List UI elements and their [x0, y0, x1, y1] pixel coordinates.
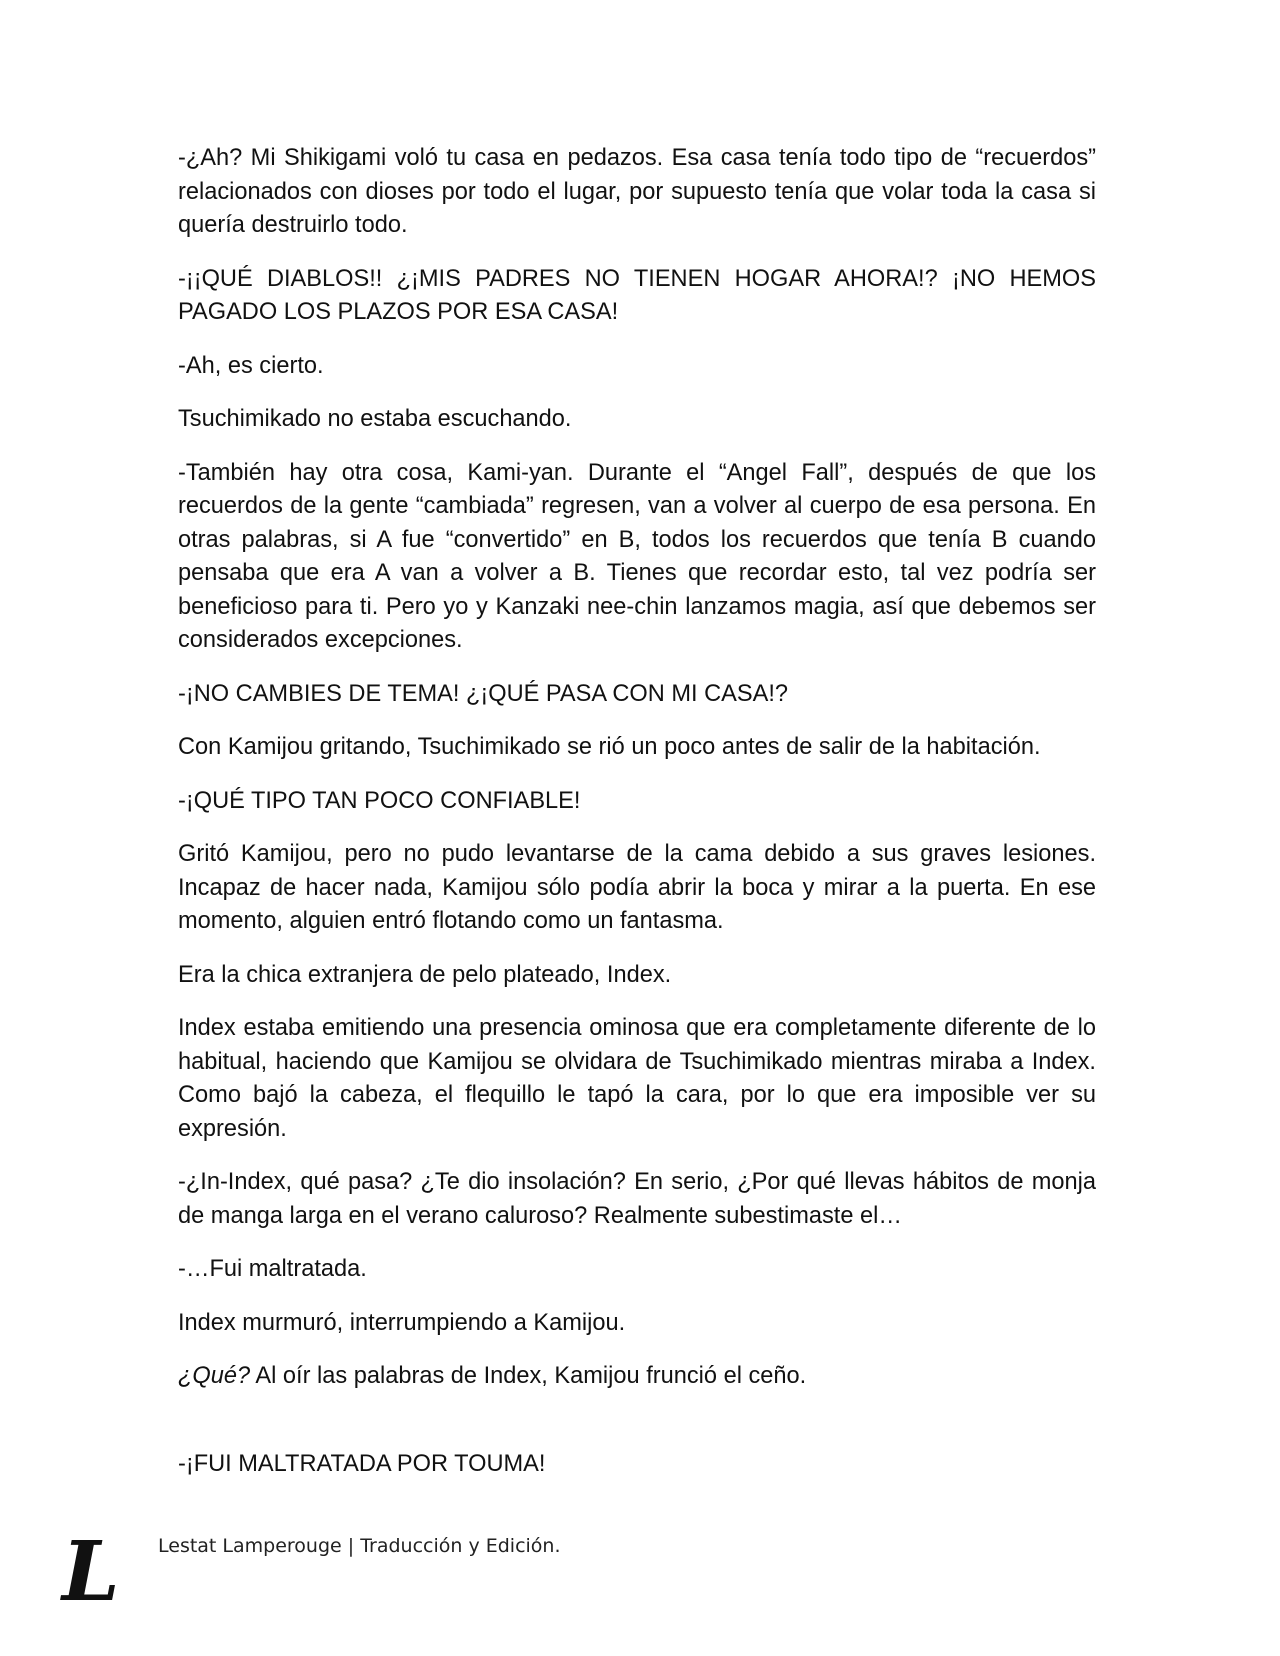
paragraph: -…Fui maltratada. [178, 1256, 367, 1282]
paragraph: -Ah, es cierto. [178, 352, 324, 379]
paragraph [178, 1360, 1096, 1394]
paragraph: -¡NO CAMBIES DE TEMA! ¿¡QUÉ PASA CON MI CASA!? [178, 680, 789, 707]
italic-phrase: ¿Qué? [178, 1363, 251, 1389]
paragraph: -También hay otra cosa, Kami-yan. Durante el “Angel Fall”, después de que los recuerdos de la gente “cambiada” regresen, van a volver al cuerpo de esa persona. En otras palabras, si A fue “convertido” en B, todos los recuerdos que tenía B cuando pensaba que era A van a volver a B. Tienes que recordar esto, tal vez podría ser beneficioso para ti. Pero yo y Kanzaki nee-chin lanzamos magia, así que debemos ser considerados excepciones. [178, 459, 1096, 653]
paragraph: -¡QUÉ TIPO TAN POCO CONFIABLE! [178, 787, 581, 814]
translator-credit: Lestat Lamperouge | Traducción y Edición. [158, 1535, 561, 1557]
gothic-l-logo: L [62, 1524, 120, 1620]
paragraph: -¿Ah? Mi Shikigami voló tu casa en pedazos. Esa casa tenía todo tipo de “recuerdos” relacionados con dioses por todo el lugar, por supuesto tenía que volar toda la casa si quería destruirlo todo. [178, 145, 1096, 238]
paragraph: Tsuchimikado no estaba escuchando. [178, 406, 572, 432]
page-body [178, 142, 1096, 1501]
paragraph: Index murmuró, interrumpiendo a Kamijou. [178, 1309, 626, 1336]
paragraph: -¡¡QUÉ DIABLOS!! ¿¡MIS PADRES NO TIENEN HOGAR AHORA!? ¡NO HEMOS PAGADO LOS PLAZOS POR ESA CASA! [178, 265, 1096, 325]
page-footer [62, 1524, 762, 1620]
paragraph: -¿In-Index, qué pasa? ¿Te dio insolación? En serio, ¿Por qué llevas hábitos de monja de manga larga en el verano caluroso? Realmente subestimaste el… [178, 1169, 1096, 1229]
paragraph: Con Kamijou gritando, Tsuchimikado se rió un poco antes de salir de la habitación. [178, 734, 1041, 760]
paragraph-text: Al oír las palabras de Index, Kamijou frunció el ceño. [250, 1363, 807, 1389]
paragraph: Era la chica extranjera de pelo plateado, Index. [178, 961, 672, 988]
final-line: -¡FUI MALTRATADA POR TOUMA! [178, 1450, 546, 1477]
paragraph: Index estaba emitiendo una presencia ominosa que era completamente diferente de lo habitual, haciendo que Kamijou se olvidara de Tsuchimikado mientras miraba a Index. Como bajó la cabeza, el flequillo le tapó la cara, por lo que era imposible ver su expresión. [178, 1015, 1096, 1142]
paragraph: Gritó Kamijou, pero no pudo levantarse de la cama debido a sus graves lesiones. Incapaz de hacer nada, Kamijou sólo podía abrir la boca y mirar a la puerta. En ese momento, alguien entró flotando como un fantasma. [178, 841, 1096, 934]
